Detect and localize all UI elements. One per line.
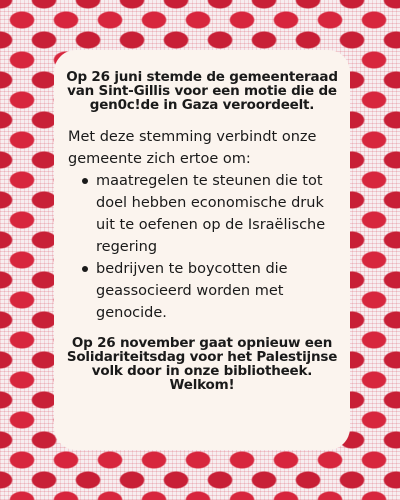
footer-announcement: Op 26 november gaat opnieuw een Solidariteitsdag voor het Palestijnse volk door in onze bibliotheek. Welkom! xyxy=(66,335,338,393)
message-card xyxy=(54,50,350,450)
list-item: bedrijven te boycotten die geassocieerd worden met genocide. xyxy=(86,258,338,324)
commitment-list xyxy=(66,170,338,324)
intro-text: Met deze stemming verbindt onze gemeente zich ertoe om: xyxy=(68,129,317,167)
headline: Op 26 juni stemde de gemeenteraad van Sint-Gillis voor een motie die de gen0c!de in Gaza veroordeelt. xyxy=(66,69,338,113)
list-item: maatregelen te steunen die tot doel hebben economische druk uit te oefenen op de Israëlische regering xyxy=(86,170,338,258)
